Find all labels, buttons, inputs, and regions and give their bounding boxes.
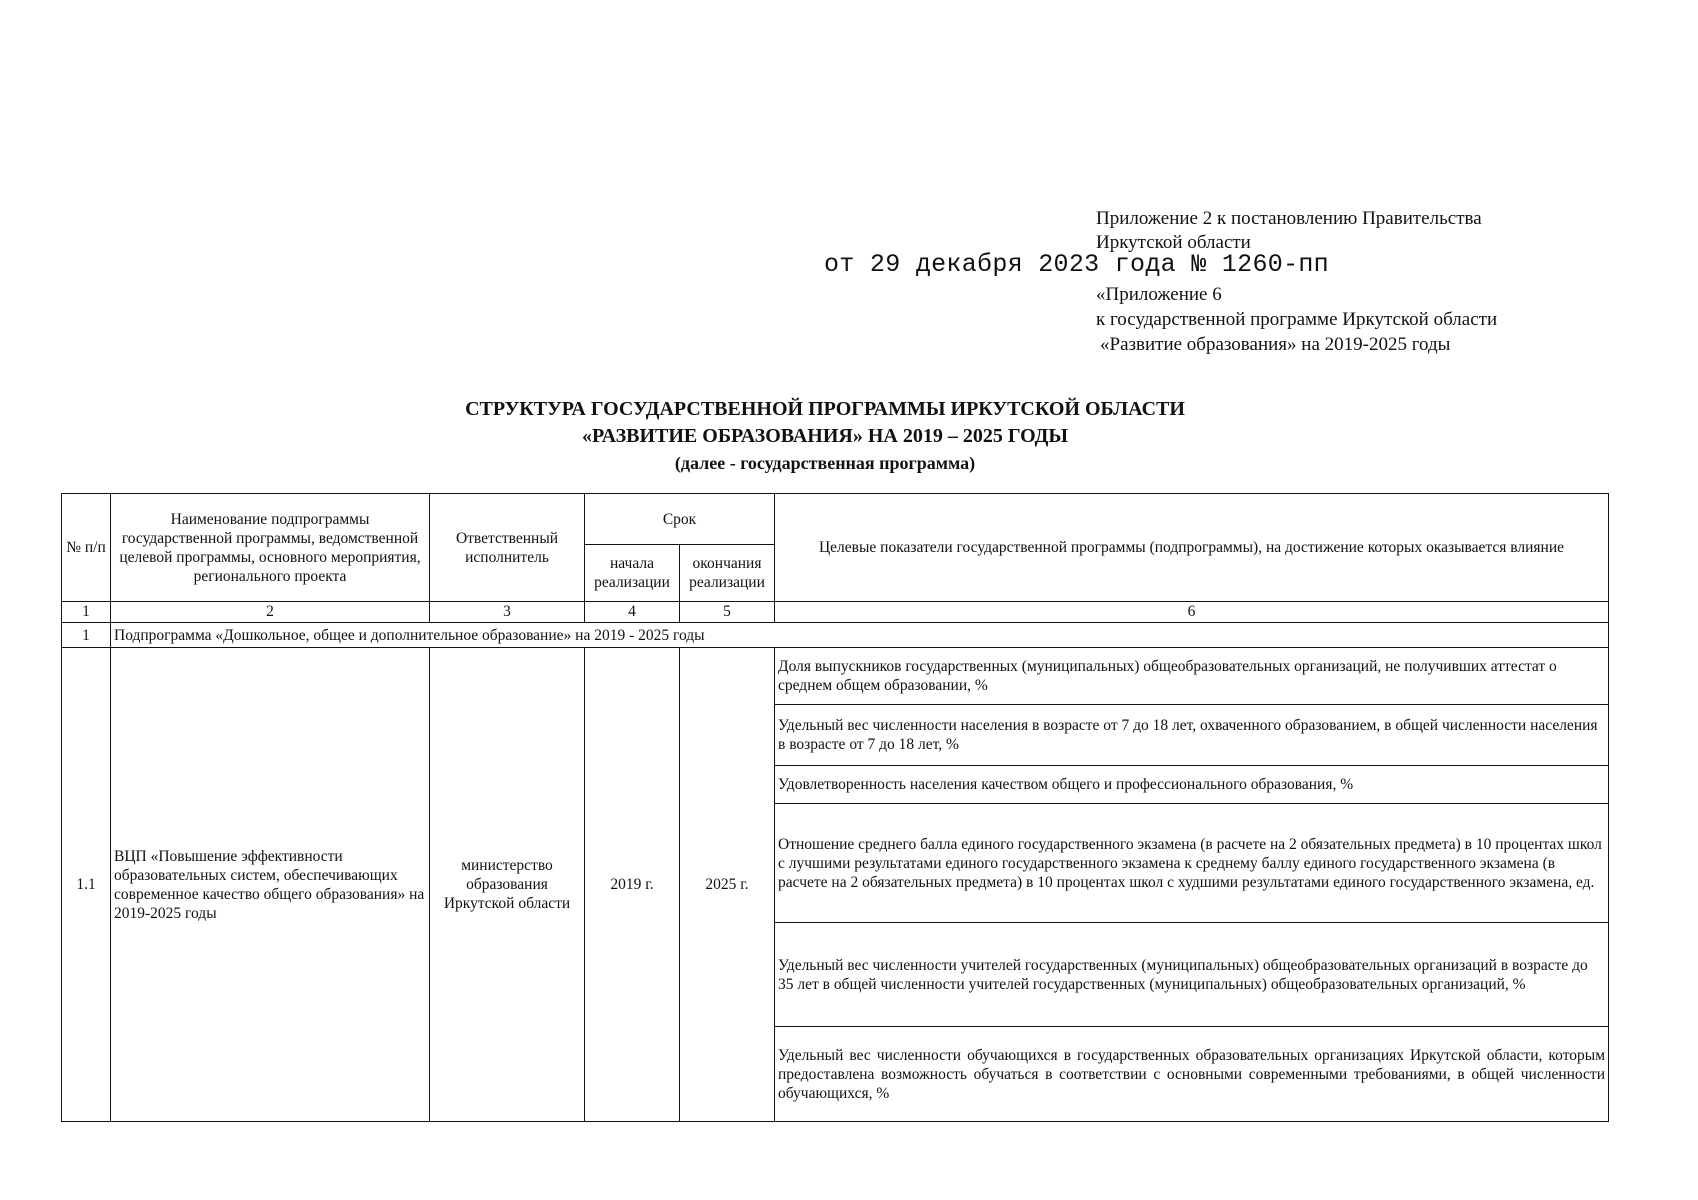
header-end: окончания реализации [680, 545, 775, 602]
row-num: 1.1 [62, 648, 111, 1122]
header-name: Наименование подпрограммы государственной программы, ведомственной целевой программы, основного мероприятия, регионального проекта [111, 494, 430, 602]
column-number: 2 [111, 602, 430, 623]
header-start: начала реализации [585, 545, 680, 602]
appendix-reference [1096, 282, 1656, 357]
column-number: 6 [775, 602, 1609, 623]
row-start: 2019 г. [585, 648, 680, 1122]
indicator-cell: Отношение среднего балла единого государственного экзамена (в расчете на 2 обязательных предмета) в 10 процентах школ с лучшими результатами единого государственного экзамена к среднему баллу единого государственного экзамена (в расчете на 2 обязательных предмета) в 10 процентах школ с худшими результатами единого государственного экзамена, ед. [775, 804, 1609, 923]
indicator-cell: Удельный вес численности обучающихся в государственных образовательных организациях Иркутской области, которым предоставлена возможность обучаться в соответствии с основными современными требованиями, в общей численности обучающихся, % [775, 1027, 1609, 1122]
header-indicators: Целевые показатели государственной программы (подпрограммы), на достижение которых оказывается влияние [775, 494, 1609, 602]
table-row [62, 648, 1609, 705]
column-number-row [62, 602, 1609, 623]
program-structure-table [61, 493, 1609, 1122]
subprogram-row [62, 623, 1609, 648]
resolution-header-line-2: Иркутской области [1096, 232, 1251, 253]
row-end: 2025 г. [680, 648, 775, 1122]
column-number: 5 [680, 602, 775, 623]
column-number: 3 [430, 602, 585, 623]
document-title-line-2: «РАЗВИТИЕ ОБРАЗОВАНИЯ» НА 2019 – 2025 ГОДЫ [581, 425, 1069, 447]
subprogram-num: 1 [62, 623, 111, 648]
indicator-cell: Удовлетворенность населения качеством общего и профессионального образования, % [775, 766, 1609, 804]
indicator-cell: Удельный вес численности населения в возрасте от 7 до 18 лет, охваченного образованием, в общей численности населения в возрасте от 7 до 18 лет, % [775, 705, 1609, 766]
indicator-cell: Доля выпускников государственных (муниципальных) общеобразовательных организаций, не получивших аттестат о среднем общем образовании, % [775, 648, 1609, 705]
document-title [60, 396, 1590, 477]
document-title-line-1: СТРУКТУРА ГОСУДАРСТВЕННОЙ ПРОГРАММЫ ИРКУТСКОЙ ОБЛАСТИ [465, 398, 1185, 420]
appendix-line-2: к государственной программе Иркутской области [1096, 309, 1498, 330]
table-header-row [62, 494, 1609, 545]
header-term: Срок [585, 494, 775, 545]
resolution-date-line: от 29 декабря 2023 года № 1260-пп [824, 250, 1329, 279]
row-name: ВЦП «Повышение эффективности образовательных систем, обеспечивающих современное качество общего образования» на 2019-2025 годы [111, 648, 430, 1122]
row-executor: министерство образования Иркутской области [430, 648, 585, 1122]
document-title-line-3: (далее - государственная программа) [674, 453, 976, 473]
header-num: № п/п [62, 494, 111, 602]
subprogram-name: Подпрограмма «Дошкольное, общее и дополнительное образование» на 2019 - 2025 годы [111, 623, 1609, 648]
resolution-header-line-1: Приложение 2 к постановлению Правительства [1096, 208, 1482, 229]
appendix-line-3: «Развитие образования» на 2019-2025 годы [1100, 334, 1451, 355]
appendix-line-1: «Приложение 6 [1096, 284, 1222, 305]
resolution-header [1096, 207, 1656, 255]
indicator-cell: Удельный вес численности учителей государственных (муниципальных) общеобразовательных организаций в возрасте до 35 лет в общей численности учителей государственных (муниципальных) общеобразовательных организаций, % [775, 923, 1609, 1027]
column-number: 1 [62, 602, 111, 623]
column-number: 4 [585, 602, 680, 623]
header-executor: Ответственный исполнитель [430, 494, 585, 602]
